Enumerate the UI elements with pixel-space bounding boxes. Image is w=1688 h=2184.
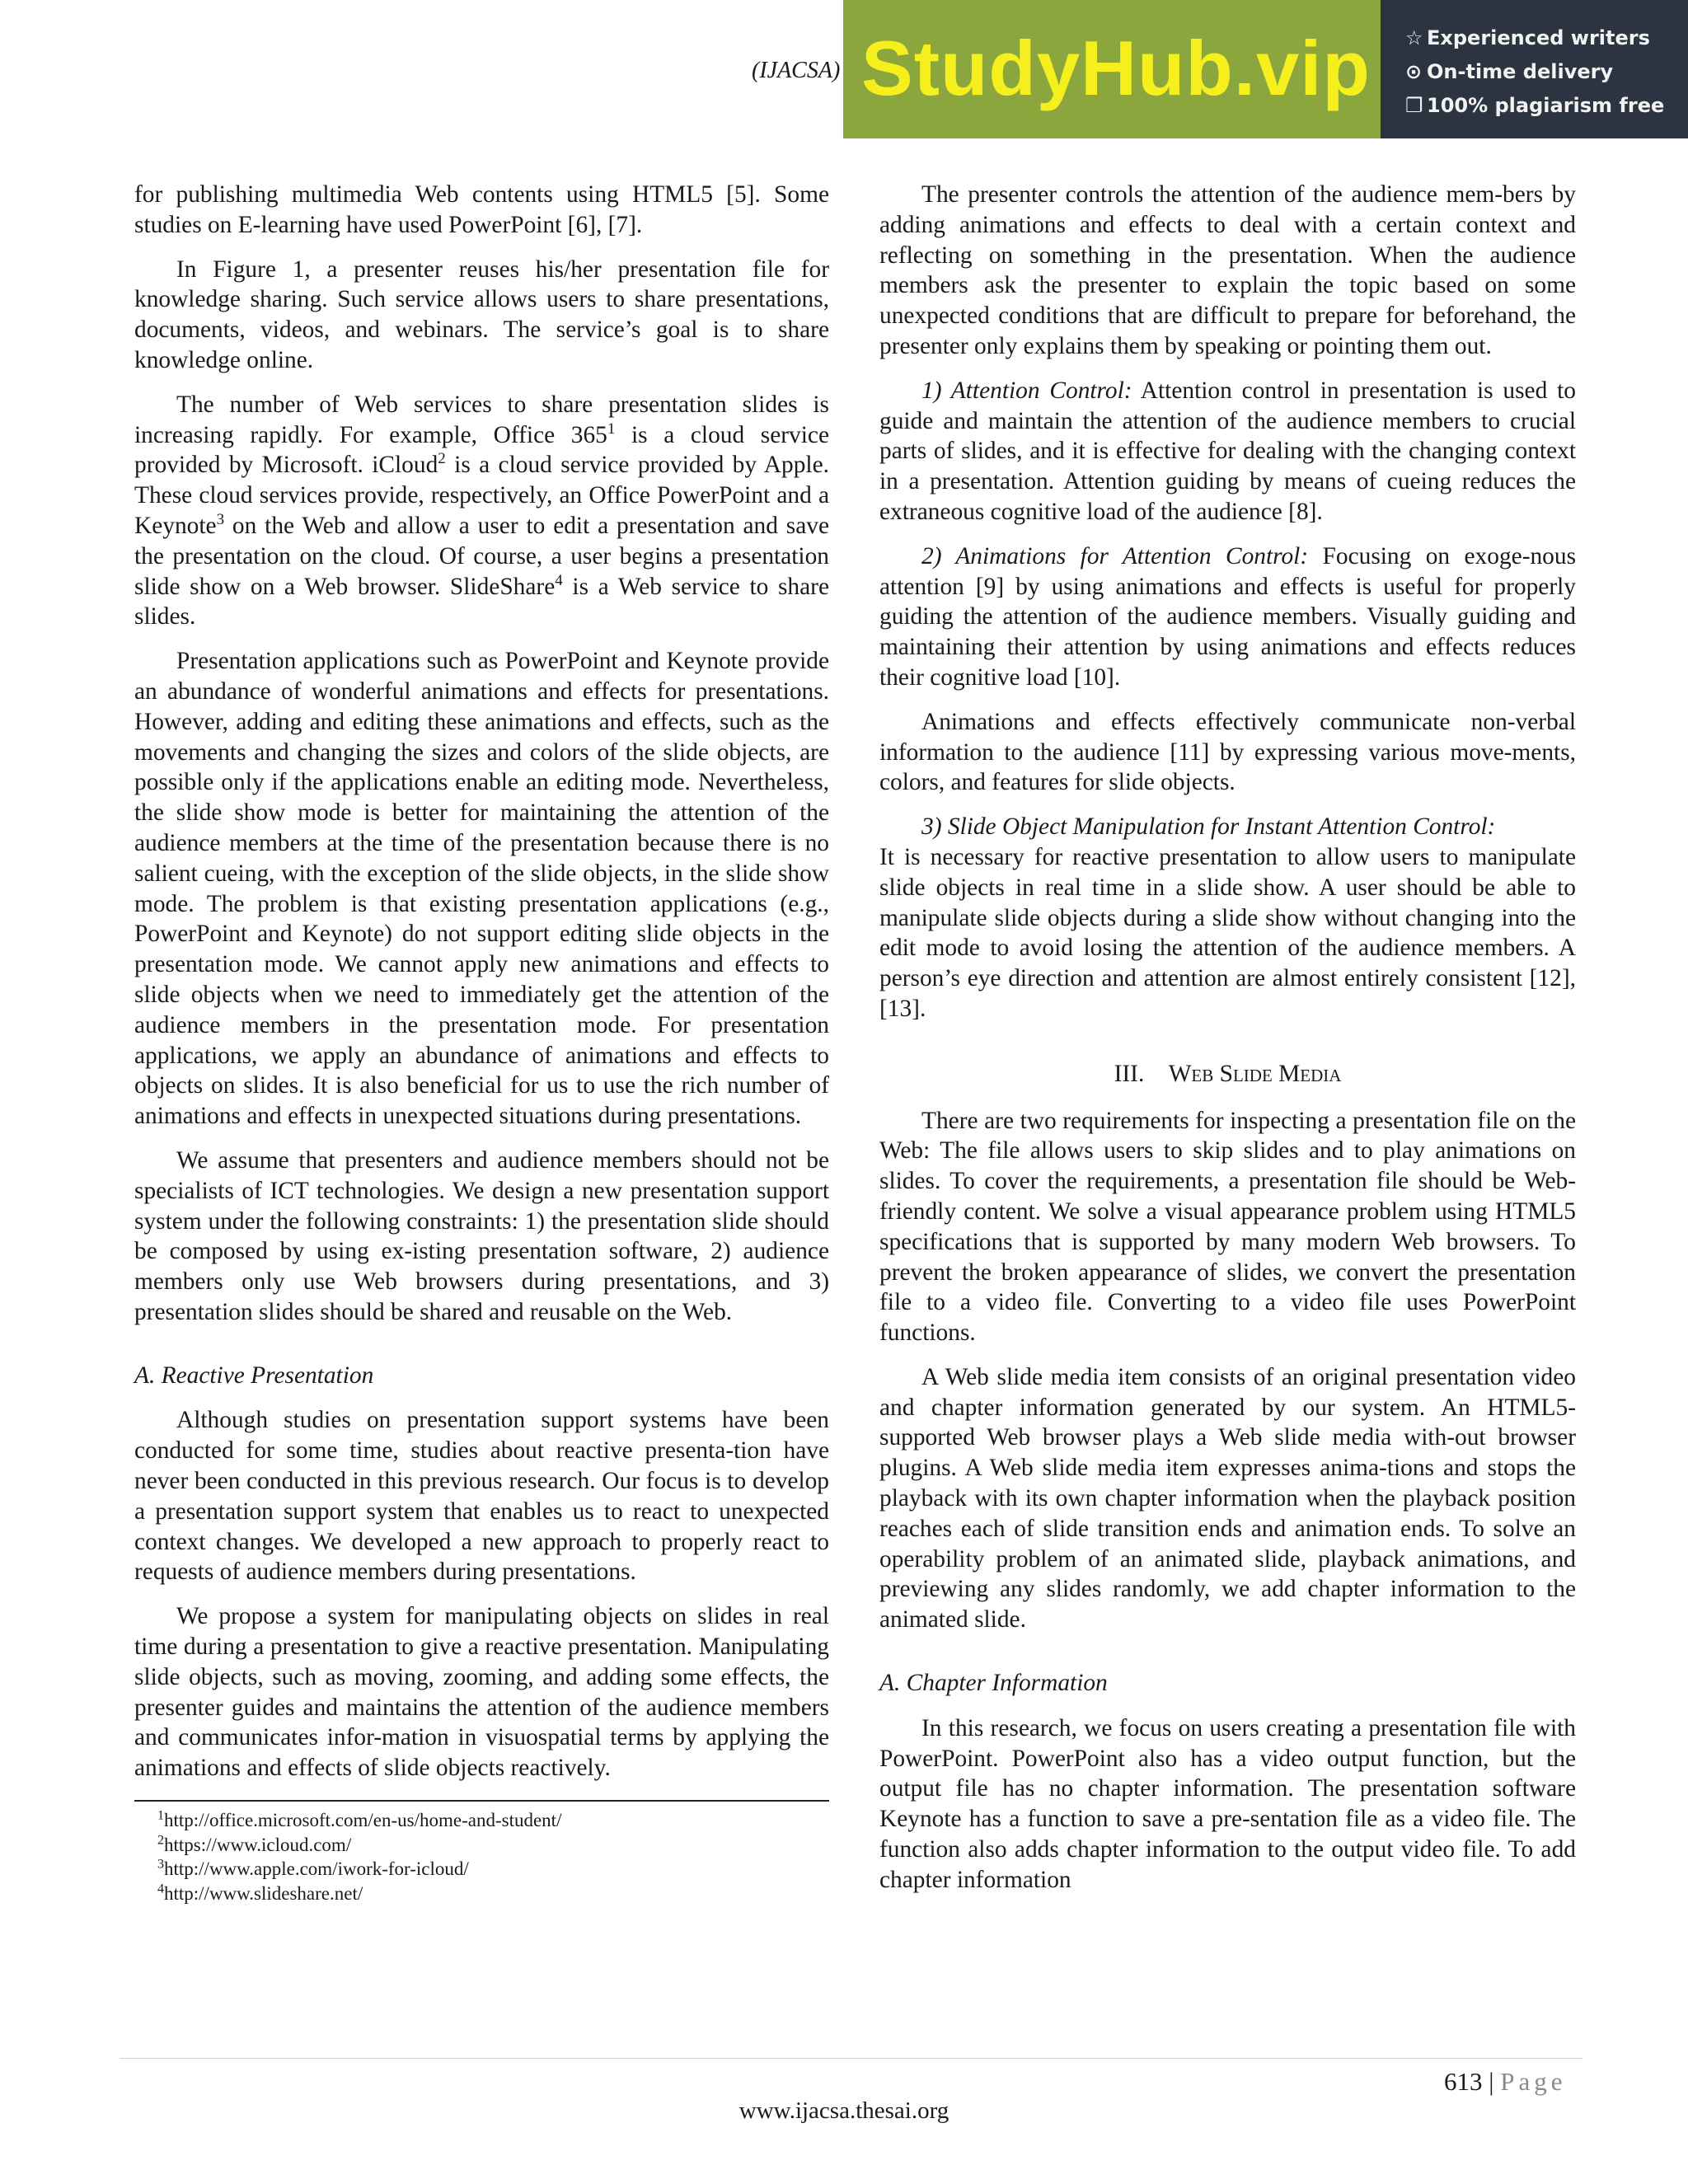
feature-on-time-delivery xyxy=(1405,55,1688,89)
text: Focusing on exoge-nous attention [9] by using animations and effects is useful for properly guiding the attention of the audience members. Visually guiding and maintaining their attention by using animations and effects reduces their cognitive load [10]. xyxy=(879,542,1577,691)
paragraph: We propose a system for manipulating objects on slides in real time during a presentation to give a reactive presentation. Manipulating slide objects, such as moving, zooming, and adding some effects, the presenter guides and maintains the attention of the audience members and communicates infor-mation in visuospatial terms by applying the animations and effects of slide objects reactively. xyxy=(134,1603,829,1782)
banner-brand-area[interactable] xyxy=(843,0,1381,138)
banner-features xyxy=(1381,0,1688,138)
feature-text: Experienced writers xyxy=(1427,26,1650,49)
star-icon: ☆ xyxy=(1405,26,1423,49)
feature-text: On-time delivery xyxy=(1427,60,1614,83)
paragraph: Presentation applications such as PowerPoint and Keynote provide an abundance of wonderful animations and effects for presentations. However, adding and editing these animations and effects, such as the movements and changing the sizes and colors of the slide objects, are possible only if the applications enable an editing mode. Nevertheless, the slide show mode is better for maintaining the attention of the audience members at the time of the presentation because there is no salient cueing, with the exception of the slide objects, in the slide show mode. The problem is that existing presentation applications (e.g., PowerPoint and Keynote) do not support editing slide objects in the presentation mode. We cannot apply new animations and effects to slide objects when we need to immediately get the attention of the audience members in the presentation mode. For presentation applications, we apply an abundance of animations and effects to objects on slides. It is also beneficial for us to use the rich number of animations and effects in unexpected situations during presentations. xyxy=(134,648,829,1130)
text: is a cloud service provided by Microsoft. iCloud xyxy=(134,421,829,479)
footnote-number: 2 xyxy=(157,1832,164,1847)
footnote xyxy=(134,1857,829,1882)
paragraph: The presenter controls the attention of the audience mem-bers by adding animations and effects to deal with a certain context and reflecting on something in the presentation. When the audience members ask the presenter to explain the topic based on some unexpected conditions that are difficult to prepare for beforehand, the presenter only explains them by speaking or pointing them out. xyxy=(879,181,1576,359)
footnote-link[interactable]: http://www.apple.com/iwork-for-icloud/ xyxy=(164,1858,469,1880)
footnotes xyxy=(134,1800,829,1905)
copy-icon: ❐ xyxy=(1405,94,1423,117)
page-word: Page xyxy=(1500,2067,1567,2096)
footnote-number: 4 xyxy=(157,1881,164,1896)
paragraph-heading: 3) Slide Object Manipulation for Instant Attention Control: xyxy=(921,813,1496,841)
subsection-heading: A. Chapter Information xyxy=(879,1670,1108,1697)
paragraph: A Web slide media item consists of an original presentation video and chapter information generated by our system. An HTML5-supported Web browser plays a Web slide media with-out browser plugins. A Web slide media item expresses anima-tions and stops the playback with its own chapter information when the playback position reaches each of slide transition ends and animation ends. To solve an operability problem of an animated slide, playback animations, and previewing any slides randomly, we add chapter information to the animated slide. xyxy=(879,1363,1576,1633)
page-number xyxy=(1444,2067,1566,2097)
page-number-value: 613 xyxy=(1444,2067,1483,2096)
paragraph-heading: 2) Animations for Attention Control: xyxy=(921,542,1309,569)
paragraph: Animations and effects effectively communicate non-verbal information to the audience [11] by expressing various move-ments, colors, and features for slide objects. xyxy=(879,708,1576,796)
footnote-number: 1 xyxy=(157,1808,164,1823)
footnote-ref: 3 xyxy=(216,511,225,529)
footnote-ref: 2 xyxy=(438,450,446,468)
paragraph-heading: 1) Attention Control: xyxy=(921,377,1132,404)
paragraph: In Figure 1, a presenter reuses his/her presentation file for knowledge sharing. Such service allows users to share presentations, documents, videos, and webinars. The service’s goal is to share knowledge online. xyxy=(134,255,829,373)
footnote xyxy=(134,1882,829,1906)
footnote-ref: 4 xyxy=(555,571,563,589)
section-title: Web Slide Media xyxy=(1168,1060,1342,1087)
subsection-heading: A. Reactive Presentation xyxy=(134,1361,374,1389)
footnote-link[interactable]: https://www.icloud.com/ xyxy=(164,1834,352,1855)
footer-url[interactable]: www.ijacsa.thesai.org xyxy=(738,2097,950,2124)
paragraph: for publishing multimedia Web contents using HTML5 [5]. Some studies on E-learning have used PowerPoint [6], [7]. xyxy=(134,181,829,238)
footnote-link[interactable]: http://office.microsoft.com/en-us/home-and-student/ xyxy=(164,1810,562,1831)
text: It is necessary for reactive presentation to allow users to manipulate slide objects in real time in a slide show. A user should be able to manipulate slide objects during a slide show without changing into the edit mode to avoid losing the attention of the audience members. A person’s eye direction and attention are almost entirely consistent [12], [13]. xyxy=(879,843,1576,1022)
footnote xyxy=(134,1808,829,1833)
paragraph: We assume that presenters and audience members should not be specialists of ICT technologies. We design a new presentation support system under the following constraints: 1) the presentation slide should be composed by using ex-isting presentation software, 2) audience members only use Web browsers during presentations, and 3) presentation slides should be shared and reusable on the Web. xyxy=(134,1146,829,1325)
page-separator: | xyxy=(1489,2067,1494,2096)
paragraph: In this research, we focus on users creating a presentation file with PowerPoint. PowerPoint also has a video output function, but the output file has no chapter information. The presentation software Keynote has a function to save a pre-sentation file as a video file. The function also adds chapter information to the output video file. To add chapter information xyxy=(879,1714,1576,1893)
studyhub-banner[interactable] xyxy=(843,0,1688,138)
text: is a Web service to share slides. xyxy=(134,573,829,630)
banner-brand-logo[interactable]: StudyHub.vip xyxy=(861,25,1371,111)
footnote-link[interactable]: http://www.slideshare.net/ xyxy=(164,1882,363,1904)
paragraph: There are two requirements for inspecting a presentation file on the Web: The file allows users to skip slides and to play animations on slides. To cover the requirements, a presentation file should be Web-friendly content. We solve a visual appearance problem using HTML5 specifications that is supported by many modern Web browsers. To prevent the broken appearance of slides, we convert the presentation file to a video file. Converting to a video file uses PowerPoint functions. xyxy=(879,1107,1576,1347)
text: The number of Web services to share presentation slides is increasing rapidly. For example, Office 365 xyxy=(134,391,829,448)
footer-divider xyxy=(120,2058,1582,2059)
right-column xyxy=(879,180,1576,1910)
section-number: III. xyxy=(1114,1060,1145,1087)
text: is a cloud service provided by Apple. These cloud services provide, respectively, an Office PowerPoint and a Keynote xyxy=(134,452,829,539)
paragraph xyxy=(879,812,1576,1024)
paragraph xyxy=(879,541,1576,693)
clock-icon: ⊙ xyxy=(1405,60,1423,83)
section-heading xyxy=(879,1059,1576,1090)
journal-header: (IJACSA) xyxy=(752,58,841,83)
footnote-number: 3 xyxy=(157,1857,164,1872)
feature-experienced-writers xyxy=(1405,21,1688,55)
footnote-ref: 1 xyxy=(607,419,616,438)
text: Attention control in presentation is used to guide and maintain the attention of the audience members to crucial parts of slides, and it is effective for dealing with the changing context in a presentation. Attention guiding by means of cueing reduces the extraneous cognitive load of the audience [8]. xyxy=(879,377,1576,525)
paragraph: Although studies on presentation support systems have been conducted for some time, studies about reactive presenta-tion have never been conducted in this previous research. Our focus is to develop a presentation support system that enables us to react to unexpected context changes. We developed a new approach to properly react to requests of audience members during presentations. xyxy=(134,1407,829,1586)
feature-plagiarism-free xyxy=(1405,89,1688,123)
paragraph xyxy=(134,390,829,632)
feature-text: 100% plagiarism free xyxy=(1427,94,1665,117)
footnote xyxy=(134,1833,829,1858)
text: on the Web and allow a user to edit a presentation and save the presentation on the cloud. Of course, a user begins a presentation slide show on a Web browser. SlideShare xyxy=(134,512,829,600)
paragraph xyxy=(879,376,1576,527)
left-column xyxy=(134,180,829,1905)
